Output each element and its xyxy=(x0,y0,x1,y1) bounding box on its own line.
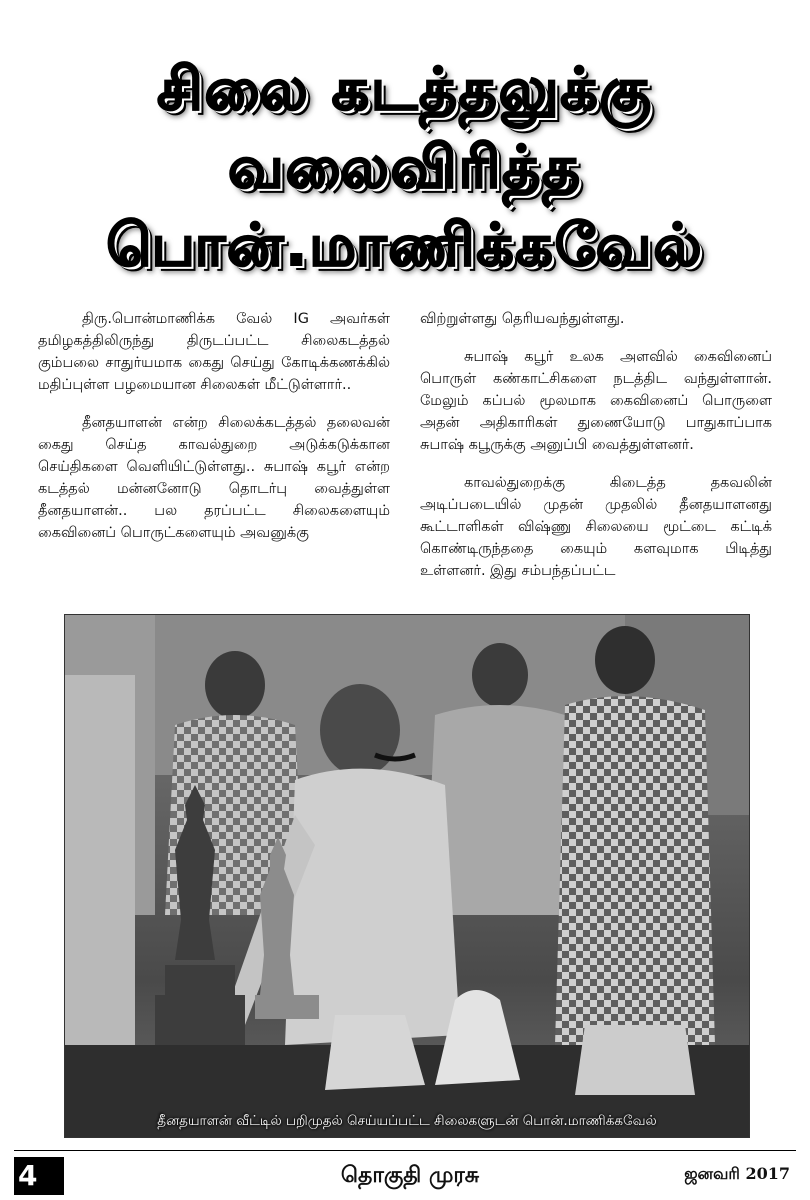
photo-illustration xyxy=(65,615,749,1137)
photo-caption: தீனதயாளன் வீட்டில் பறிமுதல் செய்யப்பட்ட சிலைகளுடன் பொன்.மாணிக்கவேல் xyxy=(157,1113,657,1129)
right-paragraph-2: சுபாஷ் கபூர் உலக அளவில் கைவினைப் பொருள் கண்காட்சிகளை நடத்திட வந்துள்ளான். மேலும் கப்பல் மூலமாக கைவினைப் பொருளை அதன் அதிகாரிகள் துணையோடு பாதுகாப்பாக சுபாஷ் கபூருக்கு அனுப்பி வைத்துள்ளனர். xyxy=(420,349,772,453)
magazine-logo: தொகுதி முரசு xyxy=(340,1163,480,1188)
footer-rule xyxy=(14,1150,796,1151)
headline-line-1: சிலை கடத்தலுக்கு xyxy=(157,55,653,123)
news-photo xyxy=(64,614,750,1138)
page-number: 4 xyxy=(14,1157,64,1195)
right-paragraph-1: விற்றுள்ளது தெரியவந்துள்ளது. xyxy=(420,311,625,327)
article-body xyxy=(38,308,772,608)
left-paragraph-2: தீனதயாளன் என்ற சிலைக்கடத்தல் தலைவன் கைது செய்த காவல்துறை அடுக்கடுக்கான செய்திகளை வெளியிட்டுள்ளது.. சுபாஷ் கபூர் என்ற கடத்தல் மன்னனோடு தொடர்பு வைத்துள்ள தீனதயாளன்.. பல தரப்பட்ட சிலைகளையும் கைவினைப் பொருட்களையும் அவனுக்கு xyxy=(38,415,390,541)
right-column xyxy=(420,308,772,608)
left-paragraph-1: திரு.பொன்மாணிக்க வேல் IG அவர்கள் தமிழகத்திலிருந்து திருடப்பட்ட சிலைகடத்தல் கும்பலை சாதுர்யமாக கைது செய்து கோடிக்கணக்கில் மதிப்புள்ள பழமையான சிலைகள் மீட்டுள்ளார்.. xyxy=(38,311,390,393)
headline-line-2: வலைவிரித்த xyxy=(228,133,582,201)
issue-date: ஜனவரி 2017 xyxy=(684,1164,790,1183)
right-paragraph-3: காவல்துறைக்கு கிடைத்த தகவலின் அடிப்படையில் முதன் முதலில் தீனதயாளனது கூட்டாளிகள் விஷ்ணு சிலையை மூட்டை கட்டிக் கொண்டிருந்ததை கையும் களவுமாக பிடித்து உள்ளனர். இது சம்பந்தப்பட்ட xyxy=(420,475,772,579)
left-column xyxy=(38,308,390,608)
headline-line-3: பொன்.மாணிக்கவேல் xyxy=(106,211,704,279)
headline xyxy=(0,50,810,284)
